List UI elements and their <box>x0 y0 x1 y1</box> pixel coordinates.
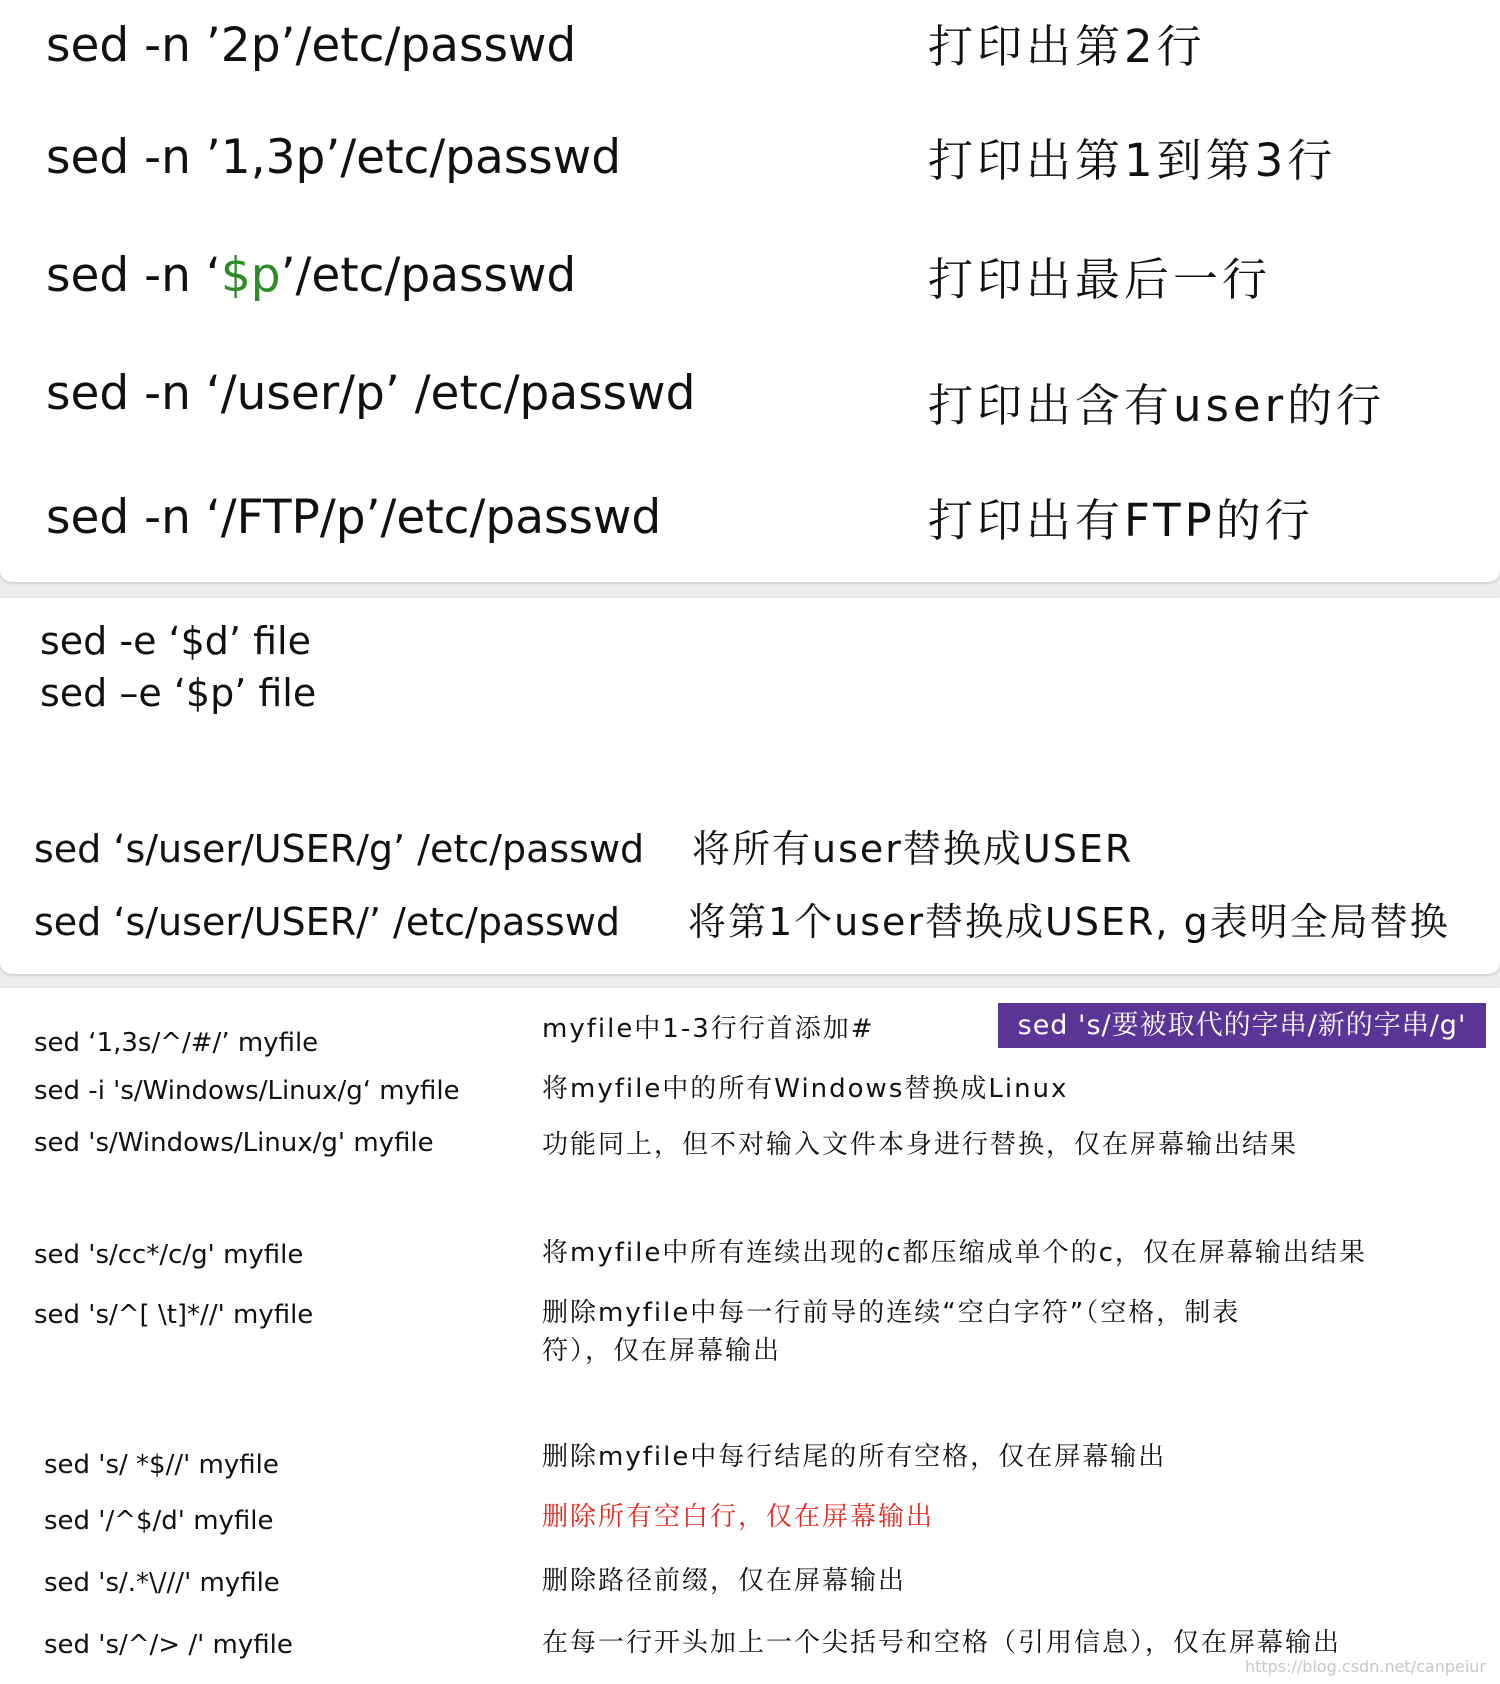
desc-print-ftp: 打印出有FTP的行 <box>928 494 1314 547</box>
desc-strip-leading: 删除myfile中每一行前导的连续“空白字符”（空格，制表 <box>542 1298 1241 1328</box>
desc-add-hash: myfile中1-3行行首添加# <box>542 1014 875 1044</box>
cmd-print-line-2: sed -n ’2p’/etc/passwd <box>46 18 577 73</box>
desc-strip-path: 删除路径前缀，仅在屏幕输出 <box>542 1566 907 1596</box>
desc-print-line-2: 打印出第2行 <box>928 20 1206 73</box>
cmd-sub-first: sed ‘s/user/USER/’ /etc/passwd <box>34 900 621 944</box>
desc-sub-global: 将所有user替换成USER <box>692 827 1134 871</box>
desc-print-last-line: 打印出最后一行 <box>928 253 1272 306</box>
cmd-print-ftp: sed -n ‘/FTP/p’/etc/passwd <box>46 490 662 545</box>
cmd-strip-path: sed 's/.*\///' myfile <box>44 1568 280 1598</box>
desc-squeeze-c: 将myfile中所有连续出现的c都压缩成单个的c，仅在屏幕输出结果 <box>542 1238 1367 1268</box>
sed-print-card <box>0 0 1500 582</box>
cmd-print-user: sed -n ‘/user/p’ /etc/passwd <box>46 366 696 421</box>
cmd-quote-prefix: sed 's/^/> /' myfile <box>44 1630 293 1660</box>
desc-delete-blank: 删除所有空白行，仅在屏幕输出 <box>542 1502 935 1532</box>
desc-print-user: 打印出含有user的行 <box>928 379 1386 432</box>
cmd-sub-global: sed ‘s/user/USER/g’ /etc/passwd <box>34 827 645 871</box>
cmd-part: sed -n ‘ <box>46 248 221 303</box>
cmd-add-hash: sed ‘1,3s/^/#/’ myfile <box>34 1028 319 1058</box>
desc-strip-leading-cont: 符），仅在屏幕输出 <box>542 1336 782 1366</box>
cmd-highlight: $p <box>220 248 281 303</box>
desc-inplace-replace: 将myfile中的所有Windows替换成Linux <box>542 1074 1069 1104</box>
sed-substitute-card <box>0 598 1500 974</box>
desc-print-lines-1-3: 打印出第1到第3行 <box>928 134 1337 187</box>
cmd-strip-trailing: sed 's/ *$//' myfile <box>44 1450 279 1480</box>
cmd-squeeze-c: sed 's/cc*/c/g' myfile <box>34 1240 304 1270</box>
cmd-print-last-line <box>46 248 577 303</box>
cmd-print-lines-1-3: sed -n ’1,3p’/etc/passwd <box>46 130 622 185</box>
cmd-part: ’/etc/passwd <box>280 248 577 303</box>
cmd-delete-blank: sed '/^$/d' myfile <box>44 1506 274 1536</box>
cmd-replace-stdout: sed 's/Windows/Linux/g' myfile <box>34 1128 434 1158</box>
cmd-print-last: sed –e ‘$p’ file <box>40 671 317 715</box>
sed-syntax-tip: sed 's/要被取代的字串/新的字串/g' <box>998 1003 1486 1048</box>
cmd-inplace-replace: sed -i 's/Windows/Linux/g‘ myfile <box>34 1076 460 1106</box>
desc-replace-stdout: 功能同上，但不对输入文件本身进行替换，仅在屏幕输出结果 <box>542 1130 1299 1160</box>
cmd-delete-last: sed -e ‘$d’ file <box>40 619 311 663</box>
desc-quote-prefix: 在每一行开头加上一个尖括号和空格（引用信息），仅在屏幕输出 <box>542 1628 1342 1658</box>
cmd-strip-leading: sed 's/^[ \t]*//' myfile <box>34 1300 314 1330</box>
desc-sub-first: 将第1个user替换成USER, g表明全局替换 <box>688 900 1450 944</box>
watermark: https://blog.csdn.net/canpeiur <box>1244 1657 1486 1676</box>
desc-strip-trailing: 删除myfile中每行结尾的所有空格，仅在屏幕输出 <box>542 1442 1167 1472</box>
